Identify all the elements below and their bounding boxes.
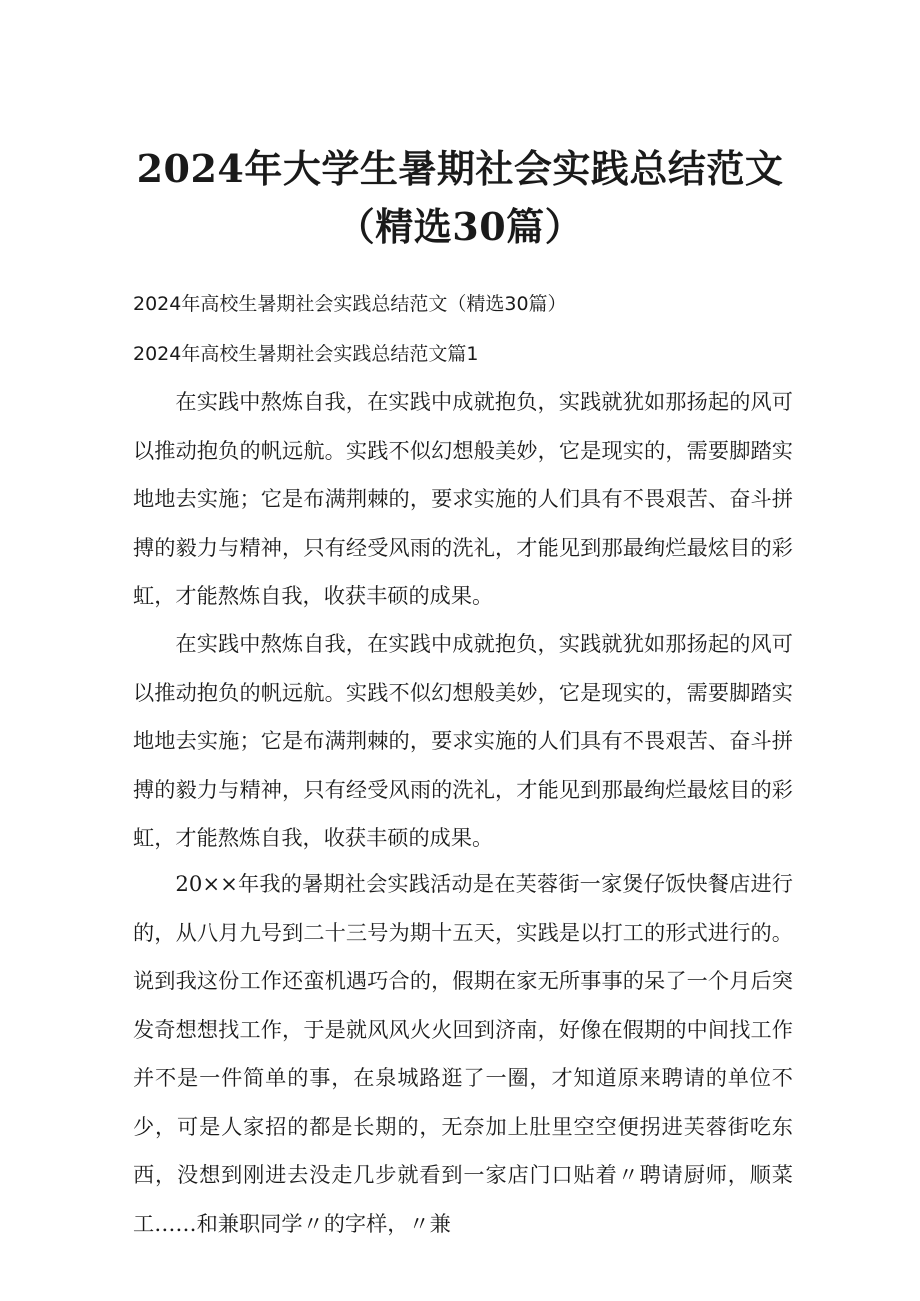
- document-title: 2024年大学生暑期社会实践总结范文（精选30篇）: [136, 146, 784, 249]
- body-paragraph: 在实践中熬炼自我，在实践中成就抱负，实践就犹如那扬起的风可以推动抱负的帆远航。实践不似幻想般美妙，它是现实的，需要脚踏实地地去实施；它是布满荆棘的，要求实施的人们具有不畏艰苦、奋斗拼搏的毅力与精神，只有经受风雨的洗礼，才能见到那最绚烂最炫目的彩虹，才能熬炼自我，收获丰硕的成果。: [133, 631, 793, 850]
- body-paragraph: 在实践中熬炼自我，在实践中成就抱负，实践就犹如那扬起的风可以推动抱负的帆远航。实践不似幻想般美妙，它是现实的，需要脚踏实地地去实施；它是布满荆棘的，要求实施的人们具有不畏艰苦、奋斗拼搏的毅力与精神，只有经受风雨的洗礼，才能见到那最绚烂最炫目的彩虹，才能熬炼自我，收获丰硕的成果。: [133, 389, 793, 608]
- document-subtitle: 2024年高校生暑期社会实践总结范文（精选30篇）: [133, 293, 567, 315]
- section-heading: 2024年高校生暑期社会实践总结范文篇1: [133, 343, 479, 365]
- body-paragraph: 20××年我的暑期社会实践活动是在芙蓉街一家煲仔饭快餐店进行的，从八月九号到二十三号为期十五天，实践是以打工的形式进行的。说到我这份工作还蛮机遇巧合的，假期在家无所事事的呆了一个月后突发奇想想找工作，于是就风风火火回到济南，好像在假期的中间找工作并不是一件简单的事，在泉城路逛了一圈，才知道原来聘请的单位不少，可是人家招的都是长期的，无奈加上肚里空空便拐进芙蓉街吃东西，没想到刚进去没走几步就看到一家店门口贴着〃聘请厨师，顺菜工……和兼职同学〃的字样，〃兼: [133, 871, 793, 1236]
